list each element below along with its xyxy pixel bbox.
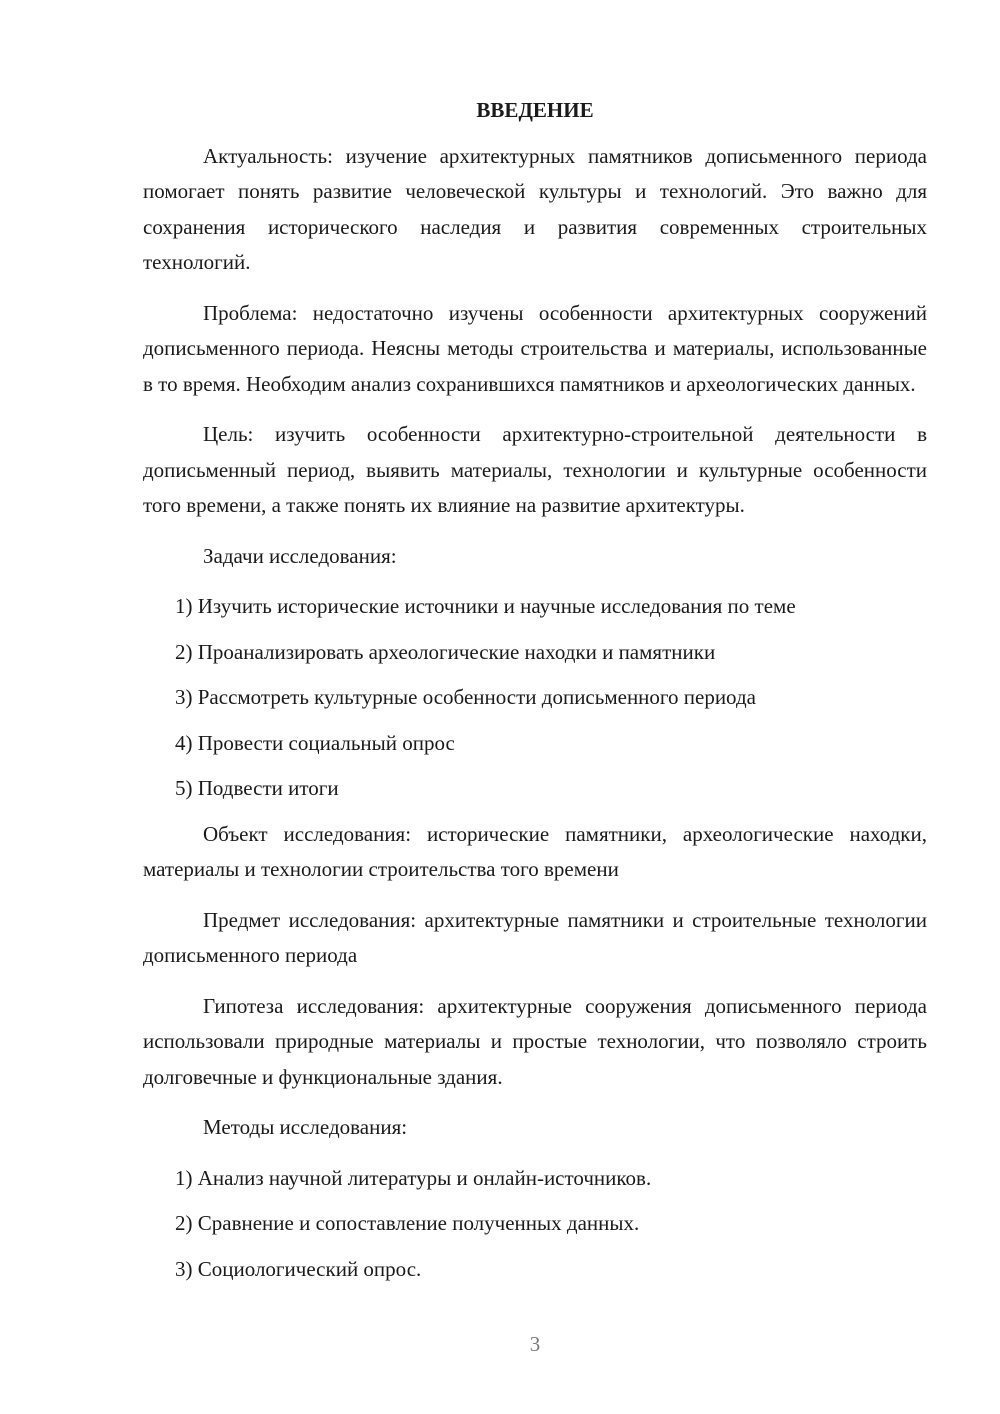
list-item: 2) Сравнение и сопоставление полученных данных. xyxy=(175,1211,640,1235)
problem-paragraph: Проблема: недостаточно изучены особенности архитектурных сооружений дописьменного периода. Неясны методы строительства и материалы, использованные в то время. Необходим анализ сохранившихся памятников и археологических данных. xyxy=(143,300,927,396)
relevance-paragraph: Актуальность: изучение архитектурных памятников дописьменного периода помогает понять развитие человеческой культуры и технологий. Это важно для сохранения исторического наследия и развития современных строительных технологий. xyxy=(143,143,927,274)
methods-list xyxy=(143,1161,927,1288)
goal-paragraph: Цель: изучить особенности архитектурно-строительной деятельности в дописьменный период, выявить материалы, технологии и культурные особенности того времени, а также понять их влияние на развитие архитектуры. xyxy=(143,422,927,517)
list-item: 3) Социологический опрос. xyxy=(175,1256,422,1281)
list-item: 1) Анализ научной литературы и онлайн-источников. xyxy=(175,1165,652,1190)
page-number: 3 xyxy=(529,1332,541,1356)
list-item: 3) Рассмотреть культурные особенности дописьменного периода xyxy=(175,685,756,709)
object-paragraph: Объект исследования: исторические памятники, археологические находки, материалы и технологии строительства того времени xyxy=(143,821,927,881)
page-title: ВВЕДЕНИЕ xyxy=(476,98,594,122)
list-item: 4) Провести социальный опрос xyxy=(175,730,455,755)
list-item: 2) Проанализировать археологические находки и памятники xyxy=(175,639,716,664)
hypothesis-paragraph: Гипотеза исследования: архитектурные сооружения дописьменного периода использовали природные материалы и простые технологии, что позволяло строить долговечные и функциональные здания. xyxy=(143,993,927,1089)
list-item: 1) Изучить исторические источники и научные исследования по теме xyxy=(175,594,796,618)
methods-label: Методы исследования: xyxy=(203,1115,408,1139)
subject-paragraph: Предмет исследования: архитектурные памятники и строительные технологии дописьменного периода xyxy=(143,907,927,967)
tasks-list xyxy=(143,589,927,807)
page-content xyxy=(143,93,927,1297)
list-item: 5) Подвести итоги xyxy=(175,776,339,800)
tasks-label: Задачи исследования: xyxy=(203,543,397,568)
